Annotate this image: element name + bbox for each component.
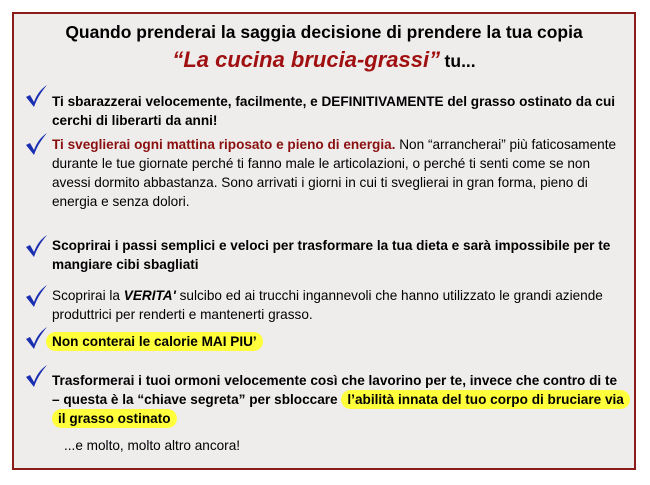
book-title: “La cucina brucia-grassi” — [172, 47, 441, 72]
benefit-bold-6: Trasformerai i tuoi ormoni velocemente così che lavorino per te, invece che contro di te – questa è la “chiave segreta” per sbloccare — [52, 373, 618, 407]
benefit-text-1: Ti sbarazzerai velocemente, facilmente, e DEFINITIVAMENTE del grasso ostinato da cui cerchi di liberarti da anni! — [52, 94, 616, 128]
checkmark-icon — [24, 234, 48, 258]
benefit-text-4 — [52, 286, 624, 324]
checkmark-icon — [24, 326, 48, 350]
benefit-pre-4: Scoprirai la — [52, 288, 124, 303]
headline-line1: Quando prenderai la saggia decisione di prendere la tua copia — [65, 22, 583, 42]
closing-text: ...e molto, molto altro ancora! — [64, 438, 241, 453]
benefit-em-4: VERITA' — [123, 288, 176, 303]
benefit-lead-2: Ti sveglierai ogni mattina riposato e pieno di energia. — [52, 137, 396, 152]
benefit-text-5 — [46, 332, 624, 351]
benefit-text-3: Scoprirai i passi semplici e veloci per trasformare la tua dieta e sarà impossibile per te mangiare cibi sbagliati — [52, 238, 611, 272]
content-box — [12, 12, 636, 470]
checkmark-icon — [24, 84, 48, 108]
checkmark-icon — [24, 132, 48, 156]
benefit-highlight-5: Non conterai le calorie MAI PIU’ — [46, 332, 263, 351]
benefit-text-2 — [52, 135, 624, 211]
checkmark-icon — [24, 364, 48, 388]
headline-line2 — [14, 47, 634, 73]
benefit-post-4: sulcibo ed ai trucchi ingannevoli che hanno utilizzato le grandi aziende produttrici per renderti e mantenerti grasso. — [52, 288, 603, 322]
benefit-text-6 — [52, 371, 628, 428]
checkmark-icon — [24, 284, 48, 308]
benefit-highlight-6: l’abilità innata del tuo corpo di bruciare via il grasso ostinato — [52, 390, 630, 428]
headline-tail: tu... — [444, 51, 476, 71]
benefit-rest-2: Non “arrancherai” più faticosamente durante le tue giornate perché ti fanno male le articolazioni, o perché ti senti come se non avessi dormito abbastanza. Sono arrivati i giorni in cui ti sveglierai in gran forma, pieno di energia e senza dolori. — [52, 137, 617, 209]
